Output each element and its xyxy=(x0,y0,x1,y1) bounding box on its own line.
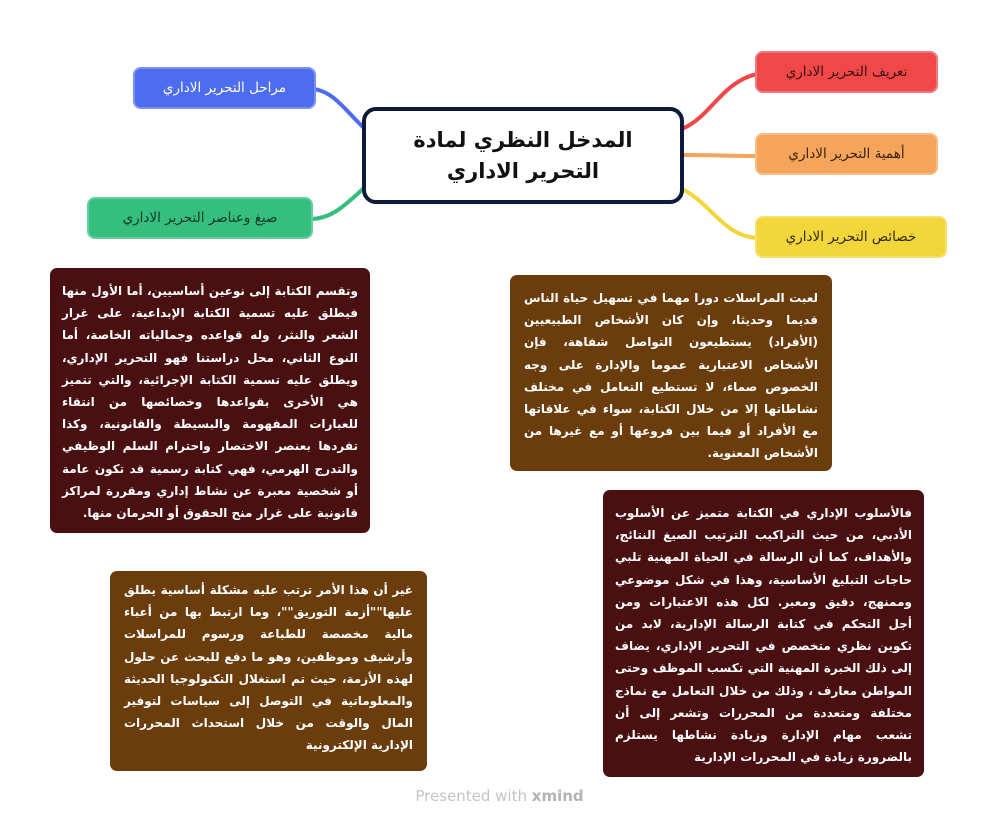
xmind-logo: xmind xyxy=(531,787,584,805)
note-writing-types-text: وتقسم الكتابة إلى نوعين أساسيين، أما الأول منها فيطلق عليه تسمية الكتابة الإبداعية، على غرار الشعر والنثر، وله قواعده وجمالياته الخاصة، أما النوع الثاني، محل دراستنا فهو التحرير الإداري، ويطلق عليه تسمية الكتابة الإجرائية، والتي تتميز هي الأخرى بقواعدها وخصائصها من انتقاء للعبارات المفهومة والبسيطة والقانونية، وكذا تفردها بعنصر الاختصار واحترام السلم الوظيفي والتدرج الهرمي، فهي كتابة رسمية قد تكون عامة أو شخصية معبرة عن نشاط إداري ومقررة لمراكز قانونية على غرار منح الحقوق أو الحرمان منها. xyxy=(62,284,358,521)
note-administrative-style-text: فالأسلوب الإداري في الكتابة متميز عن الأسلوب الأدبي، من حيث التراكيب الترتيب الصيغ النتائج، والأهداف، كما أن الرسالة في الحياة المهنية تلبي حاجات التبليغ الأساسية، وهذا في شكل موضوعي وممنهج، دقيق ومعبر. لكل هذه الاعتبارات ومن أجل التحكم في كتابة الرسالة الإدارية، لابد من تكوين نظري متخصص في التحرير الإداري، يضاف إلى ذلك الخبرة المهنية التي تكسب الموظف وحتى المواطن معارف ، وذلك من خلال التعامل مع نماذج مختلفة ومتعددة من المحررات وتشعر إلى أن تشعب مهام الإدارة وزيادة نشاطها يستلزم بالضرورة زيادة في المحررات الإدارية xyxy=(615,506,912,765)
branch-definition-label: تعريف التحرير الاداري xyxy=(785,64,908,80)
note-paper-crisis-text: غير أن هذا الأمر ترتب عليه مشكلة أساسية يطلق عليها""أزمة التوريق""، وما ارتبط بها من أعباء مالية مخصصة للطباعة ورسوم للمراسلات وأرشيف وموظفين، وهو ما دفع للبحث عن حلول لهذه الأزمة، حيث تم استغلال التكنولوجيا الحديثة والمعلوماتية في التوصل إلى سياسات لتوفير المال والوقت من خلال استحداث المحررات الإدارية الإلكترونية xyxy=(124,583,413,753)
central-topic[interactable] xyxy=(362,107,684,204)
note-card-correspondence-role[interactable] xyxy=(510,275,832,471)
branch-stages-label: مراحل التحرير الاداري xyxy=(162,80,287,96)
connector-red xyxy=(684,74,757,128)
connector-orange xyxy=(684,155,757,156)
connector-green xyxy=(310,188,364,219)
note-card-writing-types[interactable] xyxy=(50,268,370,533)
note-correspondence-role-text: لعبت المراسلات دورا مهما في تسهيل حياة الناس قديما وحديثا، وإن كان الأشخاص الطبيعيين (الأفراد) يستطيعون التواصل شفاهة، فإن الأشخاص الاعتبارية عموما والإدارة على وجه الخصوص صماء، لا تستطيع التعامل في مختلف نشاطاتها إلا من خلال الكتابة، سواء في علاقاتها مع الأفراد أو فيما بين فروعها أو مع غيرها من الأشخاص المعنوية. xyxy=(524,291,818,461)
branch-forms-label: صيغ وعناصر التحرير الاداري xyxy=(122,210,278,226)
branch-importance[interactable] xyxy=(755,133,938,175)
branch-characteristics-label: خصائص التحرير الاداري xyxy=(785,229,917,245)
branch-characteristics[interactable] xyxy=(755,216,947,258)
central-topic-label: المدخل النظري لمادة التحرير الاداري xyxy=(413,128,633,183)
branch-definition[interactable] xyxy=(755,51,938,93)
connector-blue xyxy=(314,89,364,128)
branch-importance-label: أهمية التحرير الاداري xyxy=(788,146,905,162)
connector-yellow xyxy=(684,190,757,238)
footer-prefix: Presented with xyxy=(415,787,527,805)
footer-watermark xyxy=(0,787,999,805)
note-card-administrative-style[interactable] xyxy=(603,490,924,777)
branch-stages[interactable] xyxy=(133,67,316,109)
branch-forms[interactable] xyxy=(87,197,313,239)
note-card-paper-crisis[interactable] xyxy=(110,571,427,771)
